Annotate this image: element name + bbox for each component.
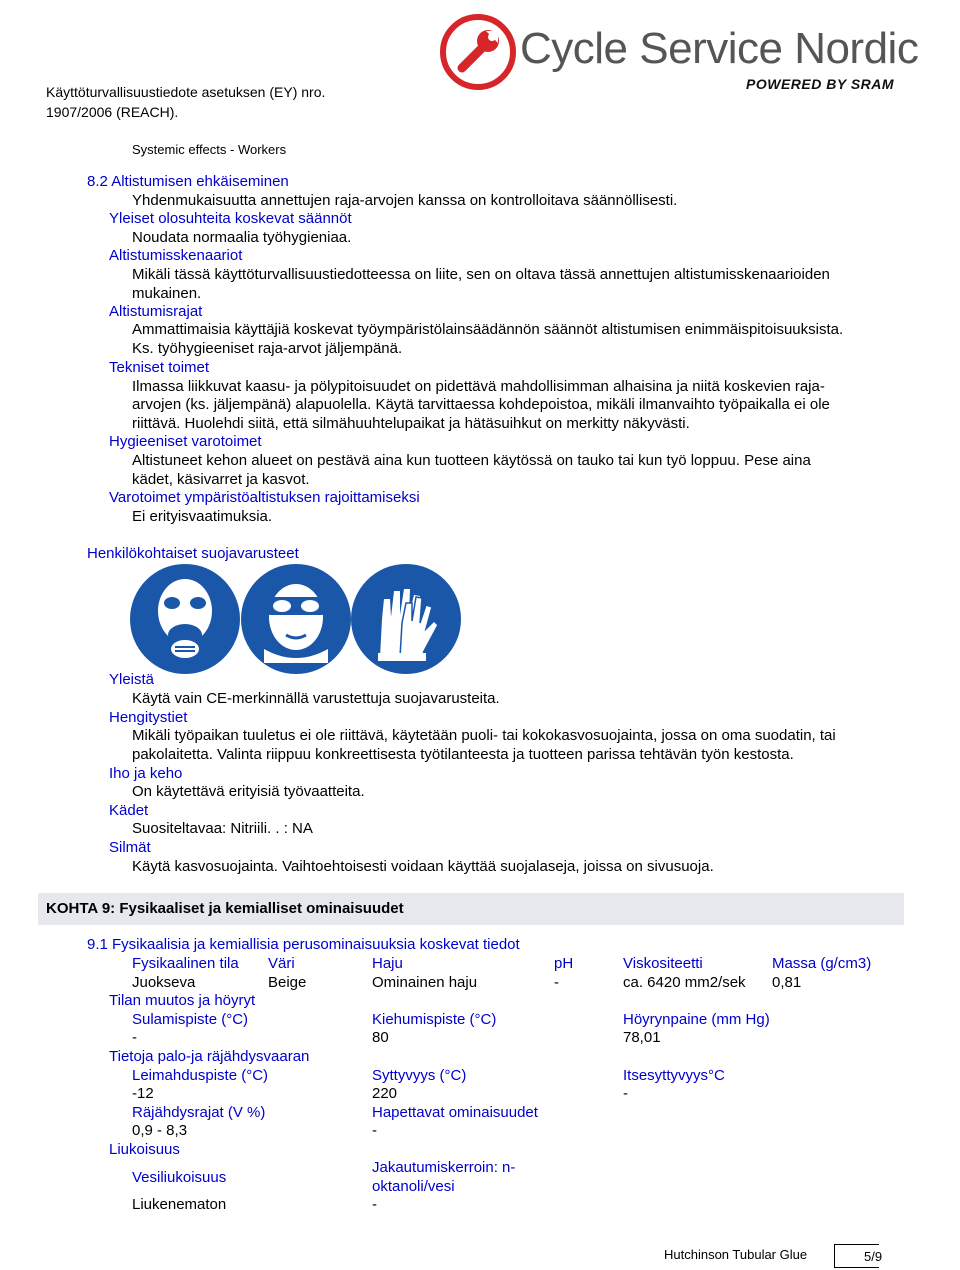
th-explosion-limits: Räjähdysrajat (V %) — [132, 1104, 266, 1121]
logo-wordmark: Cycle Service Nordic — [520, 24, 919, 73]
th-flash-point: Leimahduspiste (°C) — [132, 1067, 269, 1084]
eyes-heading: Silmät — [109, 839, 151, 856]
td-water-solubility: Liukenematon — [132, 1196, 227, 1213]
fire-explosion-heading: Tietoja palo-ja räjähdysvaaran — [109, 1048, 310, 1065]
hygiene-heading: Hygieeniset varotoimet — [109, 433, 262, 450]
th-autoignition: Itsesyttyvyys°C — [623, 1067, 725, 1084]
technical-text-2: arvojen (ks. jäljempänä) alapuolella. Käytä tarvittaessa kohdepoistoa, mikäli ilmanvaihto työpaikalla ei ole — [132, 396, 830, 413]
th-odor: Haju — [372, 955, 403, 972]
goggles-mandatory-icon — [240, 563, 352, 675]
th-physical-state: Fysikaalinen tila — [132, 955, 239, 972]
environment-heading: Varotoimet ympäristöaltistuksen rajoittamiseksi — [109, 489, 420, 506]
respirator-mandatory-icon — [129, 563, 241, 675]
scenarios-text-1: Mikäli tässä käyttöturvallisuustiedotteessa on liite, sen on oltava tässä annettujen altistumisskenaarioiden — [132, 266, 830, 283]
td-flash-point: -12 — [132, 1085, 154, 1102]
th-mass: Massa (g/cm3) — [772, 955, 872, 972]
respiratory-heading: Hengitystiet — [109, 709, 188, 726]
section-8-2-title: 8.2 Altistumisen ehkäiseminen — [87, 173, 289, 190]
th-ph: pH — [554, 955, 574, 972]
section-9-title: KOHTA 9: Fysikaaliset ja kemialliset ominaisuudet — [46, 900, 404, 917]
td-ph: - — [554, 974, 559, 991]
general-rules-heading: Yleiset olosuhteita koskevat säännöt — [109, 210, 352, 227]
technical-heading: Tekniset toimet — [109, 359, 210, 376]
th-water-solubility: Vesiliukoisuus — [132, 1169, 227, 1186]
solubility-heading: Liukoisuus — [109, 1141, 180, 1158]
skin-heading: Iho ja keho — [109, 765, 183, 782]
technical-text-3: riittävä. Huolehdi siitä, että silmähuuhtelupaikat ja hätäsuihkut on merkitty näkyvästi. — [132, 415, 690, 432]
eyes-text: Käytä kasvosuojainta. Vaihtoehtoisesti voidaan käyttää suojalaseja, joissa on sivusuoja. — [132, 858, 714, 875]
limits-heading: Altistumisrajat — [109, 303, 203, 320]
wrench-logo-icon — [440, 14, 516, 90]
skin-text: On käytettävä erityisiä työvaatteita. — [132, 783, 365, 800]
td-partition-coeff: - — [372, 1196, 377, 1213]
limits-text-1: Ammattimaisia käyttäjiä koskevat työympäristölainsäädännön säännöt altistumisen enimmäispitoisuuksista. — [132, 321, 844, 338]
footer-page-number: 5/9 — [864, 1249, 883, 1264]
section-9-bar — [38, 893, 904, 925]
th-viscosity: Viskositeetti — [623, 955, 703, 972]
td-viscosity: ca. 6420 mm2/sek — [623, 974, 746, 991]
hygiene-text-2: kädet, käsivarret ja kasvot. — [132, 471, 310, 488]
th-oxidizing: Hapettavat ominaisuudet — [372, 1104, 538, 1121]
ppe-general-heading: Yleistä — [109, 671, 155, 688]
section-9-1-title: 9.1 Fysikaalisia ja kemiallisia perusominaisuuksia koskevat tiedot — [87, 936, 520, 953]
td-explosion-limits: 0,9 - 8,3 — [132, 1122, 188, 1139]
hygiene-text-1: Altistuneet kehon alueet on pestävä aina kun tuotteen käytössä on tauko tai kun työ loppuu. Pese aina — [132, 452, 811, 469]
td-flammability: 220 — [372, 1085, 398, 1102]
td-mass: 0,81 — [772, 974, 802, 991]
td-color: Beige — [268, 974, 307, 991]
limits-text-2: Ks. työhygieeniset raja-arvot jäljempänä. — [132, 340, 403, 357]
td-autoignition: - — [623, 1085, 628, 1102]
th-boiling-point: Kiehumispiste (°C) — [372, 1011, 497, 1028]
respiratory-text-1: Mikäli työpaikan tuuletus ei ole riittävä, käytetään puoli- tai kokokasvosuojainta, jossa on oma suodatin, tai — [132, 727, 836, 744]
th-color: Väri — [268, 955, 295, 972]
environment-text: Ei erityisvaatimuksia. — [132, 508, 273, 525]
scenarios-text-2: mukainen. — [132, 285, 202, 302]
th-partition-coeff-1: Jakautumiskerroin: n- — [372, 1159, 516, 1176]
td-physical-state: Juokseva — [132, 974, 196, 991]
hands-heading: Kädet — [109, 802, 149, 819]
doc-header-line1: Käyttöturvallisuustiedote asetuksen (EY) nro. — [46, 84, 326, 100]
respiratory-text-2: pakolaitetta. Valinta riippuu konkreettisesta työtilanteesta ja tuotteen parissa tehtävän työn kestosta. — [132, 746, 794, 763]
th-flammability: Syttyvyys (°C) — [372, 1067, 467, 1084]
phase-change-heading: Tilan muutos ja höyryt — [109, 992, 256, 1009]
th-melting-point: Sulamispiste (°C) — [132, 1011, 249, 1028]
ppe-title: Henkilökohtaiset suojavarusteet — [87, 545, 299, 562]
technical-text-1: Ilmassa liikkuvat kaasu- ja pölypitoisuudet on pidettävä mahdollisimman alhaisina ja niitä koskevien raja- — [132, 378, 825, 395]
systemic-effects-label: Systemic effects - Workers — [132, 142, 287, 157]
td-melting-point: - — [132, 1029, 137, 1046]
hands-text: Suositeltavaa: Nitriili. . : NA — [132, 820, 313, 837]
ppe-general-text: Käytä vain CE-merkinnällä varustettuja suojavarusteita. — [132, 690, 500, 707]
td-odor: Ominainen haju — [372, 974, 478, 991]
td-boiling-point: 80 — [372, 1029, 389, 1046]
footer-product-name: Hutchinson Tubular Glue — [664, 1247, 808, 1262]
td-vapor-pressure: 78,01 — [623, 1029, 661, 1046]
th-partition-coeff-2: oktanoli/vesi — [372, 1178, 455, 1195]
th-vapor-pressure: Höyrynpaine (mm Hg) — [623, 1011, 770, 1028]
powered-by-sram: POWERED BY SRAM — [746, 76, 895, 92]
td-oxidizing: - — [372, 1122, 377, 1139]
general-rules-text: Noudata normaalia työhygieniaa. — [132, 229, 352, 246]
gloves-mandatory-icon — [350, 563, 462, 675]
s82-intro: Yhdenmukaisuutta annettujen raja-arvojen kanssa on kontrolloitava säännöllisesti. — [132, 192, 678, 209]
scenarios-heading: Altistumisskenaariot — [109, 247, 243, 264]
doc-header-line2: 1907/2006 (REACH). — [46, 104, 179, 120]
